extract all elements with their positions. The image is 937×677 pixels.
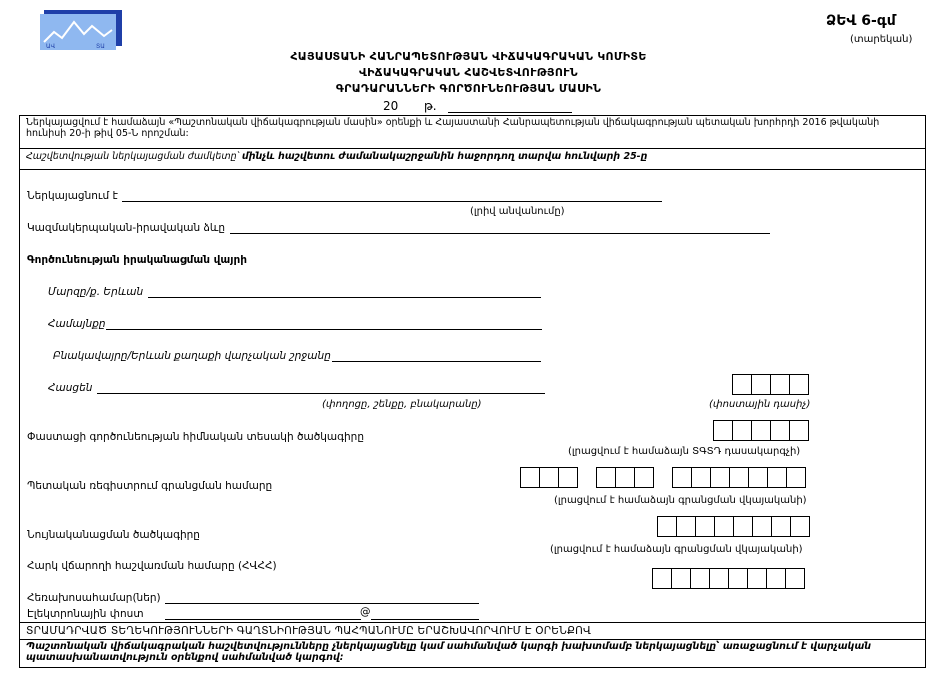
identification-hint: (լրացվում է համաձայն գրանցման վկայականի)	[550, 544, 803, 555]
deadline-label: Հաշվետվության ներկայացման ժամկետը՝	[26, 151, 239, 162]
divider	[19, 148, 926, 149]
registry-boxes-1[interactable]	[520, 467, 577, 488]
legal-form-field[interactable]	[230, 232, 770, 234]
logo	[40, 10, 122, 50]
year-suffix: թ.	[423, 99, 437, 113]
phone-label: Հեռախոսահամար(ներ)	[27, 592, 161, 604]
divider	[19, 639, 926, 640]
email-field-user[interactable]	[165, 618, 361, 620]
activity-label: Փաստացի գործունեության հիմնական տեսակի ծածկագիրը	[27, 431, 364, 443]
postal-code-boxes[interactable]	[732, 374, 808, 395]
activity-hint: (լրացվում է համաձայն ՏԳՏԴ դասակարգչի)	[568, 446, 801, 457]
address-hint: (փողոցը, շենքը, բնակարանը)	[322, 399, 482, 410]
presented-by-label: Ներկայացնում է	[27, 190, 118, 202]
address-field[interactable]	[97, 392, 545, 394]
region-field[interactable]	[148, 296, 541, 298]
settlement-field[interactable]	[332, 360, 541, 362]
divider	[19, 622, 926, 623]
warning-notice: Պաշտոնական վիճակագրական հաշվետվությունները չներկայացնելը կամ սահմանված կարգի խախտմամբ ներկայացնելը՝ առաջացնում է վարչական պատասխանատվություն օրենքով սահմանված կարգով:	[26, 641, 872, 663]
identification-label: Նույնականացման ծածկագիրը	[27, 529, 200, 541]
date-blank[interactable]	[448, 100, 572, 113]
year-line	[383, 99, 572, 113]
title-line-1: ՀԱՅԱՍՏԱՆԻ ՀԱՆՐԱՊԵՏՈՒԹՅԱՆ ՎԻՃԱԿԱԳՐԱԿԱՆ ԿՈՄԻՏԵ	[290, 50, 647, 63]
activity-code-boxes[interactable]	[713, 420, 808, 441]
confidential-notice: ՏՐԱՄԱԴՐՎԱԾ ՏԵՂԵԿՈՒԹՅՈՒՆՆԵՐԻ ԳԱՂՏՆԻՈՒԹՅԱՆ ՊԱՀՊԱՆՈՒՄԸ ԵՐԱՇԽԱՎՈՐՎՈՒՄ Է ՕՐԵՆՔՈՎ	[26, 625, 592, 637]
phone-field[interactable]	[165, 602, 479, 604]
svg-text:ԱՎ: ԱՎ	[46, 43, 56, 50]
full-name-hint: (լրիվ անվանումը)	[470, 206, 565, 217]
svg-text:ՏԱ: ՏԱ	[96, 43, 105, 50]
email-at: @	[360, 606, 371, 618]
registry-boxes-2[interactable]	[596, 467, 653, 488]
form-period: (տարեկան)	[850, 34, 913, 45]
presented-by-field[interactable]	[122, 200, 662, 202]
email-field-domain[interactable]	[371, 618, 479, 620]
registry-hint: (լրացվում է համաձայն գրանցման վկայականի)	[554, 495, 807, 506]
email-label: Էլեկտրոնային փոստ	[27, 608, 144, 620]
tin-boxes[interactable]	[652, 568, 804, 589]
title-line-3: ԳՐԱԴԱՐԱՆՆԵՐԻ ԳՈՐԾՈՒՆԵՈՒԹՅԱՆ ՄԱՍԻՆ	[335, 82, 602, 95]
community-label: Համայնքը	[48, 318, 106, 330]
registry-label: Պետական ռեգիստրում գրանցման համարը	[27, 480, 273, 492]
tin-label: Հարկ վճարողի հաշվառման համարը (ՀՎՀՀ)	[27, 560, 277, 572]
location-heading: Գործունեության իրականացման վայրի	[27, 254, 247, 266]
community-field[interactable]	[106, 328, 542, 330]
settlement-label: Բնակավայրը/Երևան քաղաքի վարչական շրջանը	[53, 350, 331, 362]
registry-boxes-3[interactable]	[672, 467, 805, 488]
identification-boxes[interactable]	[657, 516, 809, 537]
divider	[19, 169, 926, 170]
deadline-value: մինչև հաշվետու ժամանակաշրջանին հաջորդող տարվա հունվարի 25-ը	[241, 151, 648, 162]
legal-form-label: Կազմակերպական-իրավական ձևը	[27, 222, 226, 234]
intro-text: Ներկայացվում է համաձայն «Պաշտոնական վիճակագրության մասին» օրենքի և Հայաստանի Հանրապետության վիճակագրության պետական խորհրդի 2016 թվականի հունիսի 20-ի թիվ 05-Ն որոշման:	[26, 117, 880, 139]
region-label: Մարզը/ք. Երևան	[48, 286, 144, 298]
postal-hint: (փոստային դասիչ)	[709, 399, 811, 410]
form-code: ՁԵՎ 6-գմ	[826, 13, 896, 29]
deadline	[26, 151, 647, 162]
title-line-2: ՎԻՃԱԿԱԳՐԱԿԱՆ ՀԱՇՎԵՏՎՈՒԹՅՈՒՆ	[359, 66, 578, 79]
year-prefix: 20	[383, 99, 399, 113]
address-label: Հասցեն	[48, 382, 93, 394]
